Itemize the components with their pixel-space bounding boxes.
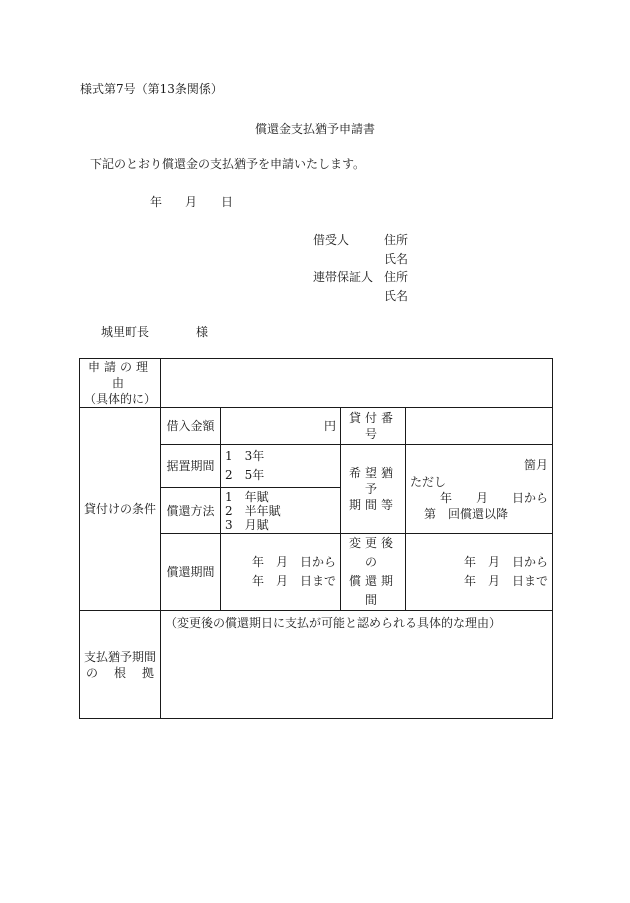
loan-amount-field[interactable] bbox=[221, 408, 341, 445]
grace-option-2[interactable]: 2 5年 bbox=[225, 468, 265, 482]
repayment-option-3[interactable]: 3 月賦 bbox=[225, 517, 269, 532]
addressee-name: 城里町長 bbox=[101, 325, 150, 339]
yen-unit: 円 bbox=[323, 419, 336, 433]
months-unit: 箇月 bbox=[523, 458, 548, 472]
guarantor-name-row bbox=[313, 287, 418, 304]
loan-amount-row bbox=[80, 408, 553, 445]
guarantor-address-row bbox=[313, 268, 418, 285]
repayment-option-1[interactable]: 1 年賦 bbox=[225, 489, 269, 504]
desired-deferral-field[interactable] bbox=[406, 445, 553, 534]
guarantor-label: 連帯保証人 bbox=[313, 270, 374, 284]
however-text: ただし bbox=[410, 475, 447, 489]
period-to: 年 月 日まで bbox=[251, 574, 336, 588]
guarantor-address-label: 住所 bbox=[384, 270, 409, 284]
loan-conditions-label: 貸付けの条件 bbox=[80, 408, 161, 611]
grace-option-1[interactable]: 1 3年 bbox=[225, 449, 265, 463]
grace-period-label: 据置期間 bbox=[161, 445, 221, 488]
changed-period-field[interactable] bbox=[406, 534, 553, 611]
basis-label: 支払猶予期間 の 根 拠 bbox=[80, 611, 161, 719]
repayment-option-2[interactable]: 2 半年賦 bbox=[225, 503, 281, 518]
changed-from: 年 月 日から bbox=[463, 555, 548, 569]
reason-field[interactable] bbox=[161, 359, 553, 408]
borrower-name-label: 氏名 bbox=[384, 252, 409, 266]
period-from: 年 月 日から bbox=[251, 555, 336, 569]
reason-row bbox=[80, 359, 553, 408]
borrower-name-row bbox=[313, 250, 418, 267]
changed-period-label: 変更後の 償還期間 bbox=[341, 534, 406, 611]
date-day-label: 日 bbox=[221, 195, 234, 209]
desired-deferral-label: 希望猶予 期間等 bbox=[341, 445, 406, 534]
form-number: 様式第7号（第13条関係） bbox=[80, 82, 223, 96]
guarantor-name-label: 氏名 bbox=[384, 289, 409, 303]
changed-to: 年 月 日まで bbox=[463, 574, 548, 588]
application-table bbox=[79, 358, 553, 719]
basis-row bbox=[80, 611, 553, 719]
deferral-installment: 第 回償還以降 bbox=[424, 507, 509, 521]
reason-label: 申請の理由 （具体的に） bbox=[80, 359, 161, 408]
borrower-address-row bbox=[313, 231, 418, 248]
document-title: 償還金支払猶予申請書 bbox=[254, 122, 375, 136]
borrower-label: 借受人 bbox=[313, 233, 350, 247]
intro-text: 下記のとおり償還金の支払猶予を申請いたします。 bbox=[90, 157, 366, 171]
date-year-label: 年 bbox=[150, 195, 163, 209]
loan-amount-label: 借入金額 bbox=[161, 408, 221, 445]
repayment-period-label: 償還期間 bbox=[161, 534, 221, 611]
loan-number-label: 貸付番号 bbox=[341, 408, 406, 445]
repayment-method-label: 償還方法 bbox=[161, 488, 221, 534]
borrower-address-label: 住所 bbox=[384, 233, 409, 247]
basis-note: （変更後の償還期日に支払が可能と認められる具体的な理由） bbox=[165, 616, 502, 630]
repayment-period-field[interactable] bbox=[221, 534, 341, 611]
addressee-honorific: 様 bbox=[196, 325, 209, 339]
grace-options[interactable] bbox=[221, 445, 341, 488]
loan-number-field[interactable] bbox=[406, 408, 553, 445]
deferral-from-date: 年 月 日から bbox=[439, 491, 548, 505]
repayment-options[interactable] bbox=[221, 488, 341, 534]
date-month-label: 月 bbox=[185, 195, 198, 209]
basis-field[interactable] bbox=[161, 611, 553, 719]
